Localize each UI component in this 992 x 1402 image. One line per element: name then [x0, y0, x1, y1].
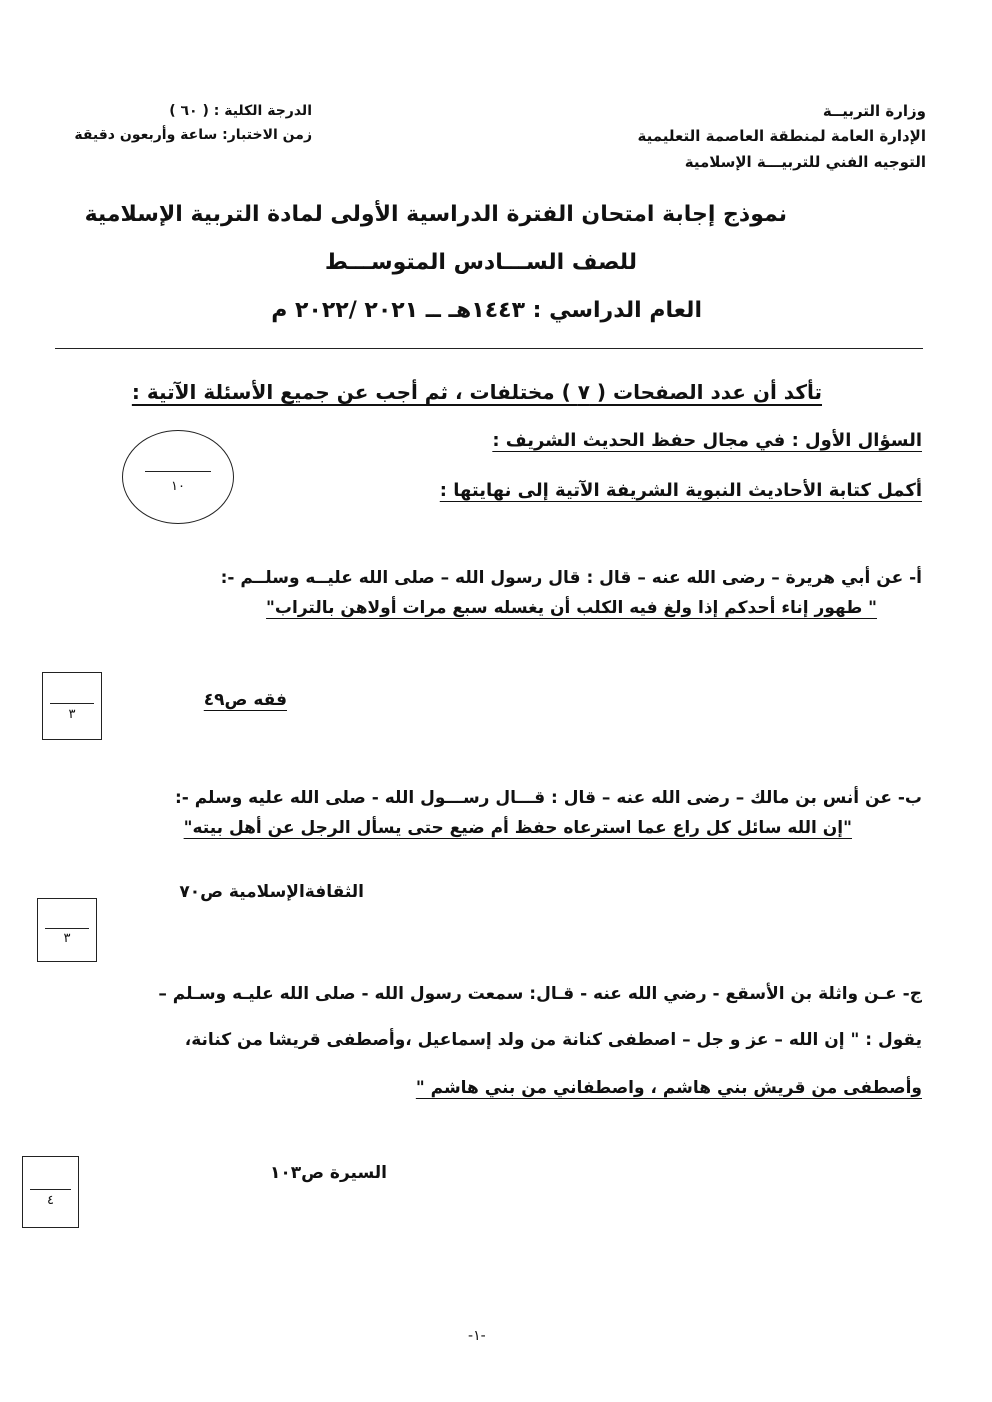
- exam-title: نموذج إجابة امتحان الفترة الدراسية الأولى لمادة التربية الإسلامية: [84, 202, 787, 227]
- hadith-b-source: الثقافةالإسلامية ص٧٠: [179, 882, 364, 902]
- hadith-a-text: " طهور إناء أحدكم إذا ولغ فيه الكلب أن يغسله سبع مرات أولاهن بالتراب": [266, 598, 877, 618]
- page-number: -١-: [468, 1328, 486, 1344]
- hadith-c-source: السيرة ص١٠٣: [270, 1163, 387, 1183]
- question1-prompt: أكمل كتابة الأحاديث النبوية الشريفة الآتية إلى نهايتها :: [439, 480, 922, 501]
- hadith-c-line3: وأصطفى من قريش بني هاشم ، واصطفاني من بني هاشم ": [415, 1078, 922, 1098]
- hadith-b-intro: ب- عن أنس بن مالك – رضى الله عنه – قال : قـــال رســـول الله - صلى الله عليه وسلم -:: [174, 788, 922, 808]
- hadith-c-score: ٤: [47, 1193, 54, 1209]
- exam-time: زمن الاختبار: ساعة وأربعون دقيقة: [74, 127, 312, 143]
- question1-title: السؤال الأول : في مجال حفظ الحديث الشريف :: [492, 430, 922, 451]
- hadith-a-source: فقه ص٤٩: [203, 690, 287, 710]
- hadith-b-score-box: [37, 898, 97, 962]
- directorate-name: الإدارة العامة لمنطقة العاصمة التعليمية: [637, 127, 926, 145]
- hadith-b-score: ٣: [63, 931, 71, 947]
- academic-year: العام الدراسي : ١٤٤٣هـ ــ ٢٠٢١ /٢٠٢٢ م: [271, 298, 702, 323]
- grade-title: للصف الســـادس المتوســـط: [324, 250, 637, 275]
- total-grade: الدرجة الكلية : ( ٦٠ ): [169, 103, 312, 119]
- hadith-c-score-box: [22, 1156, 79, 1228]
- question1-score-circle: [122, 430, 234, 524]
- hadith-a-score: ٣: [68, 707, 76, 723]
- hadith-c-line2: يقول : " إن الله – عز و جل – اصطفى كنانة من ولد إسماعيل ،وأصطفى قريشا من كنانة،: [184, 1030, 922, 1050]
- question1-score: ١٠: [171, 478, 185, 494]
- hadith-c-intro: ج- عـن واثلة بن الأسقع - رضي الله عنه - قـال: سمعت رسول الله - صلى الله عليـه وسـلم –: [158, 984, 922, 1004]
- hadith-b-text: "إن الله سائل كل راع عما استرعاه حفظ أم ضيع حتى يسأل الرجل عن أهل بيته": [183, 818, 852, 838]
- supervision-name: التوجيه الفني للتربيـــة الإسلامية: [684, 153, 926, 171]
- instructions: تأكد أن عدد الصفحات ( ٧ ) مختلفات ، ثم أجب عن جميع الأسئلة الآتية :: [131, 380, 822, 404]
- header-divider: [55, 348, 923, 349]
- hadith-a-score-box: [42, 672, 102, 740]
- ministry-name: وزارة التربيــة: [822, 102, 926, 120]
- hadith-a-intro: أ- عن أبي هريرة – رضى الله عنه – قال : قال رسول الله – صلى الله عليــه وسلــم -:: [220, 568, 922, 588]
